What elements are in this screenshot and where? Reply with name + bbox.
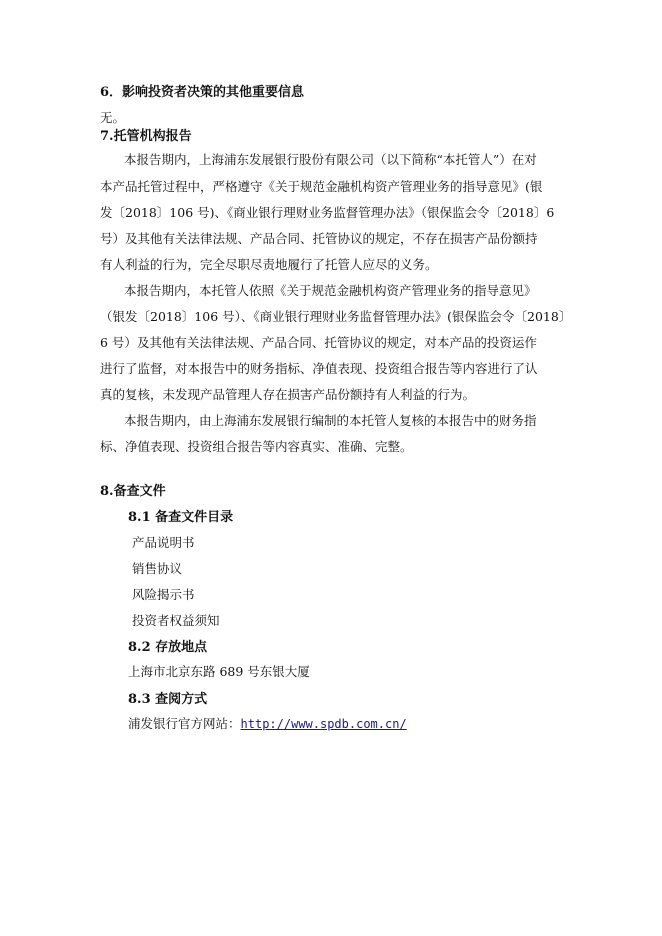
access-method-label: 浦发银行官方网站： [128,716,241,731]
document-list-item: 产品说明书 [132,535,195,550]
section7-para2-line: 进行了监督，对本报告中的财务指标、净值表现、投资组合报告等内容进行了认 [100,361,538,376]
section7-para1-line: 本产品托管过程中，严格遵守《关于规范金融机构资产管理业务的指导意见》(银 [100,179,543,194]
section7-para1-line: 号）及其他有关法律法规、产品合同、托管协议的规定，不存在损害产品份额持 [100,231,538,246]
section8-heading: 8.备查文件 [100,484,166,499]
section7-para2-line: 本报告期内，本托管人依照《关于规范金融机构资产管理业务的指导意见》 [124,283,537,298]
document-list-item: 销售协议 [132,561,183,576]
section6-heading: 6．影响投资者决策的其他重要信息 [100,85,305,100]
storage-location: 上海市北京东路 689 号东银大厦 [128,664,310,679]
spdb-website-link[interactable]: http://www.spdb.com.cn/ [240,717,407,731]
section7-para2-line: 6 号）及其他有关法律法规、产品合同、托管协议的规定，对本产品的投资运作 [100,335,537,350]
section8-3-heading: 8.3 查阅方式 [128,692,208,707]
section7-para2-line: 真的复核，未发现产品管理人存在损害产品份额持有人利益的行为。 [100,387,476,402]
section8-2-heading: 8.2 存放地点 [128,640,208,655]
section7-heading: 7.托管机构报告 [100,129,192,144]
section8-1-heading: 8.1 备查文件目录 [128,510,234,525]
section7-para3-line: 标、净值表现、投资组合报告等内容真实、准确、完整。 [100,439,413,454]
section7-para1-line: 有人利益的行为，完全尽职尽责地履行了托管人应尽的义务。 [100,257,438,272]
document-list-item: 风险揭示书 [132,587,195,602]
access-method [128,714,407,732]
section7-para2-line: （银发〔2018〕106 号）、《商业银行理财业务监督管理办法》(银保监会令〔2018〕 [100,309,572,324]
document-list-item: 投资者权益须知 [132,613,220,628]
section7-para1-line: 发〔2018〕106 号)、《商业银行理财业务监督管理办法》（银保监会令〔2018〕6 [100,205,555,220]
section7-para3-line: 本报告期内，由上海浦东发展银行编制的本托管人复核的本报告中的财务指 [124,413,537,428]
section7-para1-line: 本报告期内，上海浦东发展银行股份有限公司（以下简称“本托管人”）在对 [124,152,537,167]
section6-body: 无。 [100,110,126,125]
